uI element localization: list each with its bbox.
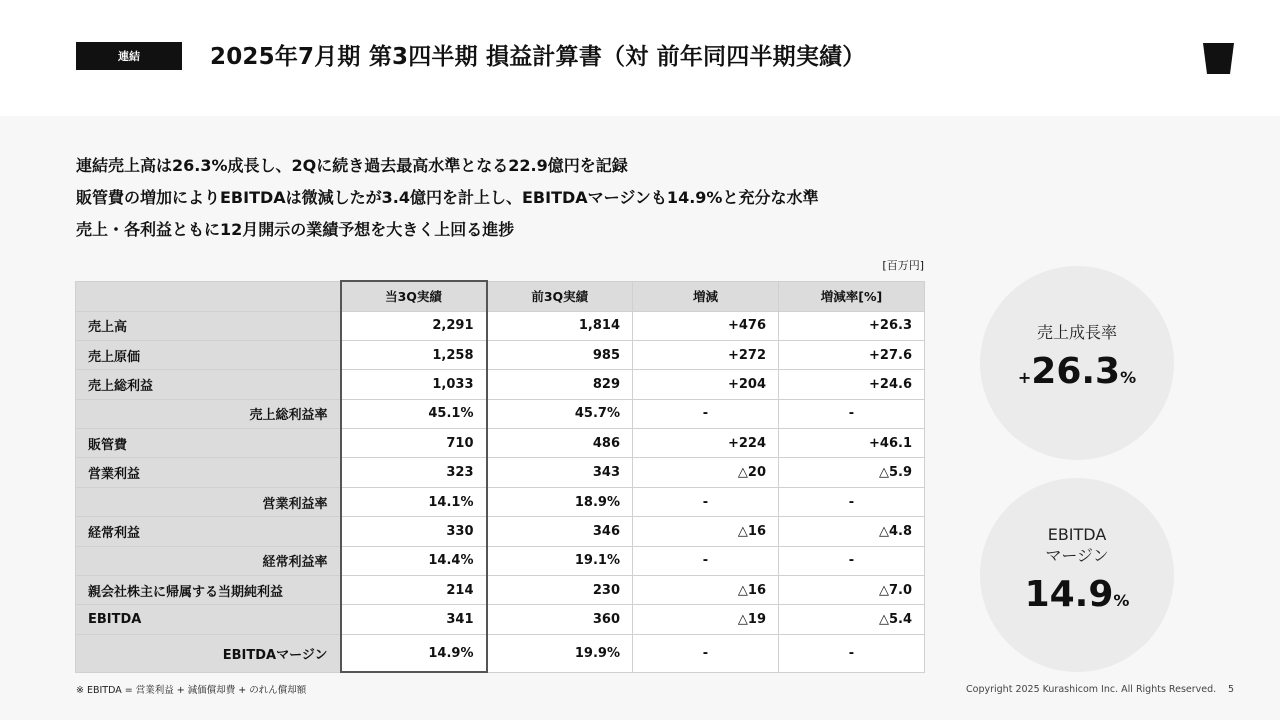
current-value: 214: [341, 576, 487, 605]
table-row: [76, 340, 925, 369]
change-rate-value: -: [779, 634, 925, 672]
row-label: 売上高: [76, 311, 341, 340]
row-label: 売上総利益率: [76, 399, 341, 428]
consolidated-badge: 連結: [76, 42, 182, 70]
slide-header: [0, 0, 1280, 116]
ebitda-margin-value: [980, 574, 1174, 615]
table-row: [76, 634, 925, 672]
change-rate-value: -: [779, 399, 925, 428]
sales-growth-suffix: %: [1120, 368, 1137, 387]
sales-growth-kpi: [980, 266, 1174, 460]
header-blank: [76, 281, 341, 311]
prior-value: 360: [487, 605, 633, 634]
copyright-text: Copyright 2025 Kurashicom Inc. All Rights Reserved.: [966, 684, 1217, 695]
summary-bullets: [76, 156, 818, 252]
change-value: +204: [633, 370, 779, 399]
prior-value: 1,814: [487, 311, 633, 340]
change-value: △16: [633, 576, 779, 605]
sales-growth-label: 売上成長率: [1036, 323, 1117, 342]
row-label: 親会社株主に帰属する当期純利益: [76, 576, 341, 605]
slide-title: 2025年7月期 第3四半期 損益計算書（対 前年同四半期実績）: [210, 44, 866, 70]
summary-bullet: 販管費の増加によりEBITDAは微減したが3.4億円を計上し、EBITDAマージンも14.9%と充分な水準: [76, 188, 819, 207]
ebitda-margin-label-line2: マージン: [1045, 546, 1109, 565]
table-row: [76, 429, 925, 458]
prior-value: 829: [487, 370, 633, 399]
row-label: 販管費: [76, 429, 341, 458]
change-rate-value: △4.8: [779, 517, 925, 546]
change-rate-value: -: [779, 546, 925, 575]
table-row: [76, 576, 925, 605]
change-value: △20: [633, 458, 779, 487]
current-value: 710: [341, 429, 487, 458]
current-value: 2,291: [341, 311, 487, 340]
change-rate-value: +26.3: [779, 311, 925, 340]
change-value: -: [633, 399, 779, 428]
table-header-row: [76, 281, 925, 311]
header-current-3q: 当3Q実績: [341, 281, 487, 311]
prior-value: 985: [487, 340, 633, 369]
table-row: [76, 370, 925, 399]
income-statement-table: [75, 280, 925, 673]
row-label: 経常利益: [76, 517, 341, 546]
current-value: 323: [341, 458, 487, 487]
unit-label: [百万円]: [882, 259, 924, 272]
summary-bullet: 売上・各利益ともに12月開示の業績予想を大きく上回る進捗: [76, 220, 515, 239]
table-row: [76, 517, 925, 546]
prior-value: 45.7%: [487, 399, 633, 428]
current-value: 14.1%: [341, 487, 487, 516]
header-prior-3q: 前3Q実績: [487, 281, 633, 311]
prior-value: 19.1%: [487, 546, 633, 575]
page-number: 5: [1228, 684, 1235, 695]
row-label: 売上総利益: [76, 370, 341, 399]
row-label: EBITDAマージン: [76, 634, 341, 672]
row-label: 営業利益: [76, 458, 341, 487]
ebitda-margin-kpi: [980, 478, 1174, 672]
current-value: 14.9%: [341, 634, 487, 672]
ebitda-footnote: ※ EBITDA = 営業利益 + 減価償却費 + のれん償却額: [76, 685, 307, 696]
current-value: 1,258: [341, 340, 487, 369]
ebitda-margin-label-line1: EBITDA: [1047, 525, 1107, 544]
row-label: 売上原価: [76, 340, 341, 369]
change-rate-value: +24.6: [779, 370, 925, 399]
row-label: 経常利益率: [76, 546, 341, 575]
change-value: -: [633, 634, 779, 672]
prior-value: 346: [487, 517, 633, 546]
change-value: +272: [633, 340, 779, 369]
change-value: -: [633, 546, 779, 575]
current-value: 330: [341, 517, 487, 546]
change-rate-value: △5.4: [779, 605, 925, 634]
prior-value: 19.9%: [487, 634, 633, 672]
prior-value: 343: [487, 458, 633, 487]
prior-value: 18.9%: [487, 487, 633, 516]
current-value: 1,033: [341, 370, 487, 399]
row-label: EBITDA: [76, 605, 341, 634]
current-value: 14.4%: [341, 546, 487, 575]
table-row: [76, 311, 925, 340]
header-change: 増減: [633, 281, 779, 311]
current-value: 341: [341, 605, 487, 634]
table-row: [76, 487, 925, 516]
table-row: [76, 605, 925, 634]
change-rate-value: +27.6: [779, 340, 925, 369]
table-row: [76, 546, 925, 575]
summary-bullet: 連結売上高は26.3%成長し、2Qに続き過去最高水準となる22.9億円を記録: [76, 156, 628, 175]
ebitda-margin-number: 14.9: [1024, 574, 1114, 615]
table-row: [76, 458, 925, 487]
sales-growth-number: 26.3: [1031, 351, 1121, 392]
prior-value: 486: [487, 429, 633, 458]
change-value: -: [633, 487, 779, 516]
change-rate-value: △7.0: [779, 576, 925, 605]
change-rate-value: △5.9: [779, 458, 925, 487]
change-rate-value: -: [779, 487, 925, 516]
current-value: 45.1%: [341, 399, 487, 428]
ebitda-margin-suffix: %: [1113, 591, 1130, 610]
change-value: +476: [633, 311, 779, 340]
header-change-rate: 増減率[%]: [779, 281, 925, 311]
sales-growth-value: [980, 351, 1174, 392]
sales-growth-prefix: +: [1017, 368, 1032, 387]
change-value: +224: [633, 429, 779, 458]
row-label: 営業利益率: [76, 487, 341, 516]
change-rate-value: +46.1: [779, 429, 925, 458]
change-value: △16: [633, 517, 779, 546]
prior-value: 230: [487, 576, 633, 605]
cup-logo-icon: [1202, 42, 1235, 75]
change-value: △19: [633, 605, 779, 634]
table-row: [76, 399, 925, 428]
